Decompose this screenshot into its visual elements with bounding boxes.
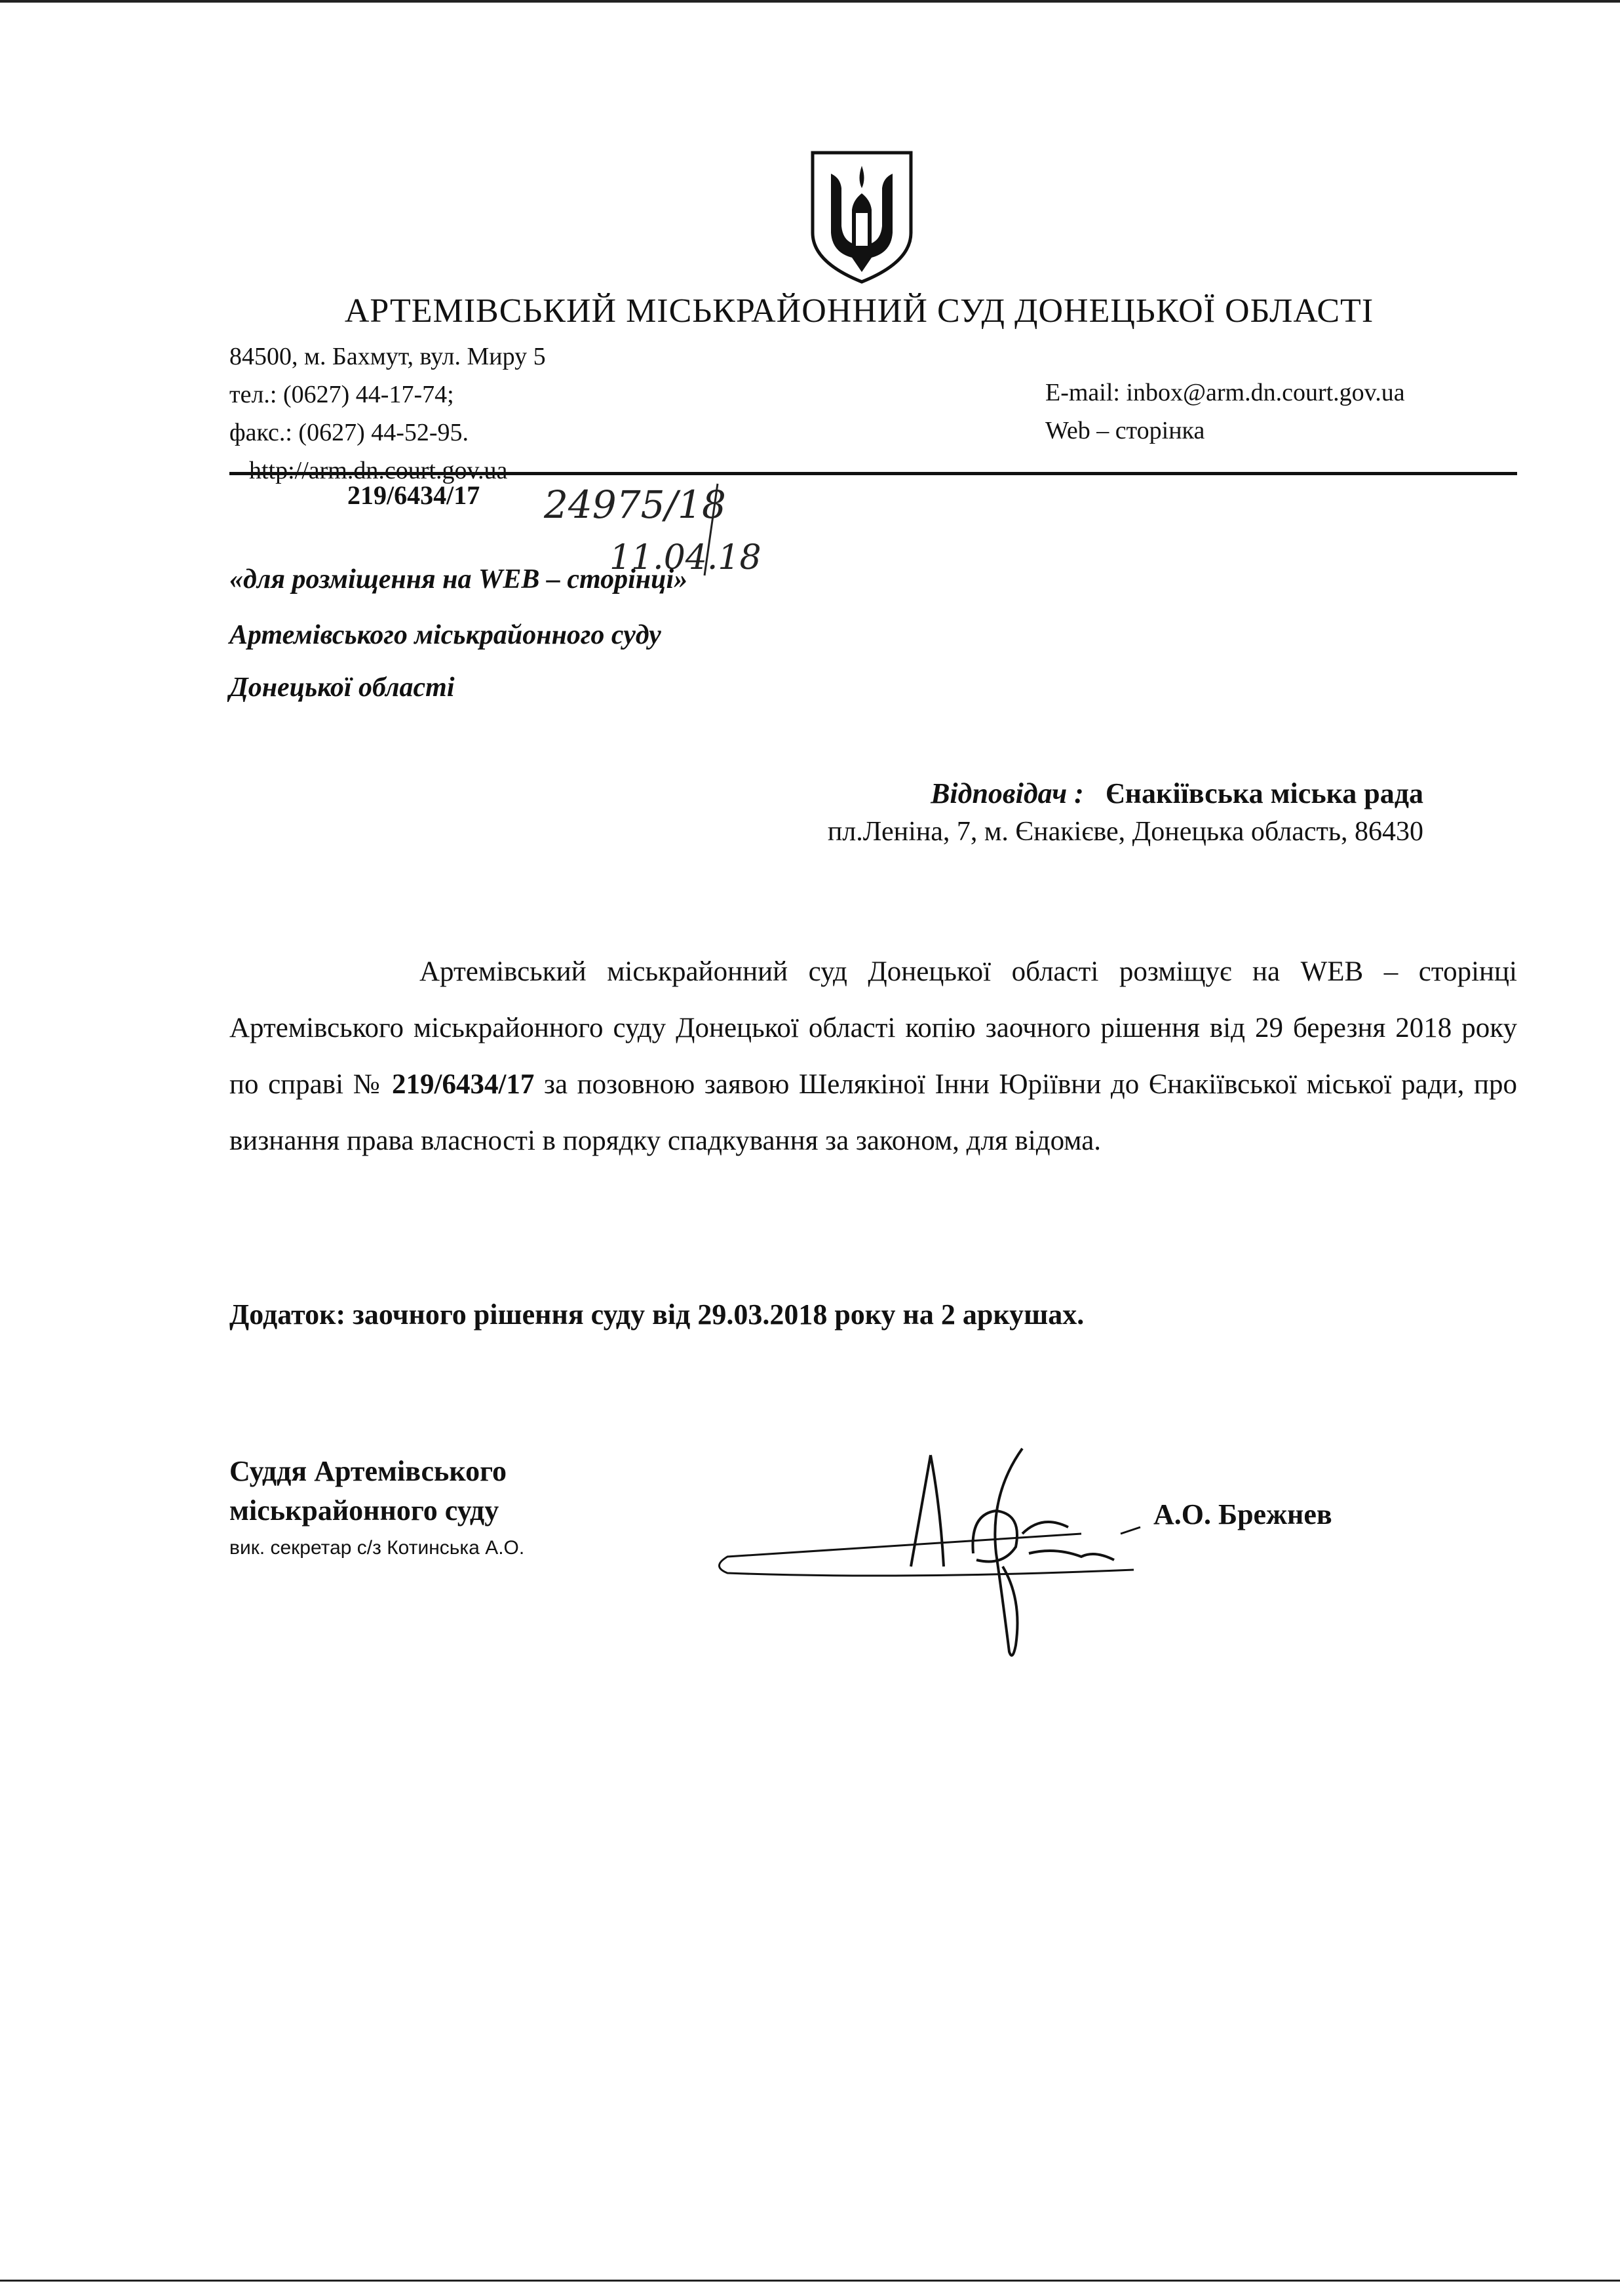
body-text-part-2: за позовною заявою Шелякіної Інни Юріївни до Єнакіївської міської ради, про визнання права власності в порядку спадкування за законом, для відома.	[229, 1069, 1517, 1156]
handwritten-date: 11.04.18	[609, 538, 762, 577]
body-paragraph	[229, 944, 1517, 1169]
heading-line-1: «для розміщення на WEB – сторінці»	[229, 564, 688, 594]
address-line: 84500, м. Бахмут, вул. Миру 5	[229, 343, 546, 370]
body-text-part-1: Артемівський міськрайонний суд Донецької області розміщує на WEB – сторінці Артемівського міськрайонного суду Донецької області копію заочного рішення від 29 березня 2018 року по справі №	[229, 956, 1517, 1100]
fax: факс.: (0627) 44-52-95.	[229, 419, 469, 446]
respondent	[931, 777, 1423, 810]
secretary-line: вик. секретар с/з Котинська А.О.	[229, 1537, 525, 1559]
court-name: АРТЕМІВСЬКИЙ МІСЬКРАЙОННИЙ СУД ДОНЕЦЬКОЇ ОБЛАСТІ	[344, 292, 1374, 330]
website-url[interactable]: http://arm.dn.court.gov.ua	[249, 457, 508, 484]
judge-title	[229, 1452, 507, 1530]
body-case-number: 219/6434/17	[392, 1069, 535, 1100]
heading-line-3: Донецької області	[229, 672, 455, 703]
email[interactable]: E-mail: inbox@arm.dn.court.gov.ua	[1045, 379, 1405, 406]
heading-line-2: Артемівського міськрайонного суду	[229, 620, 661, 650]
judge-name: А.О. Брежнев	[1153, 1498, 1332, 1530]
case-number: 219/6434/17	[347, 480, 480, 510]
judge-title-line-1: Суддя Артемівського	[229, 1455, 507, 1487]
respondent-address: пл.Леніна, 7, м. Єнакієве, Донецька область, 86430	[827, 817, 1423, 847]
signature-image	[714, 1435, 1173, 1671]
coat-of-arms-icon	[806, 147, 917, 285]
respondent-label: Відповідач :	[931, 777, 1084, 809]
scan-edge-bottom	[0, 2280, 1620, 2282]
phone: тел.: (0627) 44-17-74;	[229, 381, 454, 408]
judge-title-line-2: міськрайонного суду	[229, 1494, 499, 1527]
contact-right	[1045, 374, 1405, 450]
header-divider	[229, 472, 1517, 475]
handwritten-number: 24975/18	[544, 482, 726, 527]
contact-left	[229, 338, 546, 490]
web-label: Web – сторінка	[1045, 417, 1205, 444]
respondent-name: Єнакіївська міська рада	[1105, 777, 1423, 809]
attachment-line: Додаток: заочного рішення суду від 29.03.2018 року на 2 аркушах.	[229, 1298, 1085, 1331]
scan-edge-top	[0, 0, 1620, 3]
